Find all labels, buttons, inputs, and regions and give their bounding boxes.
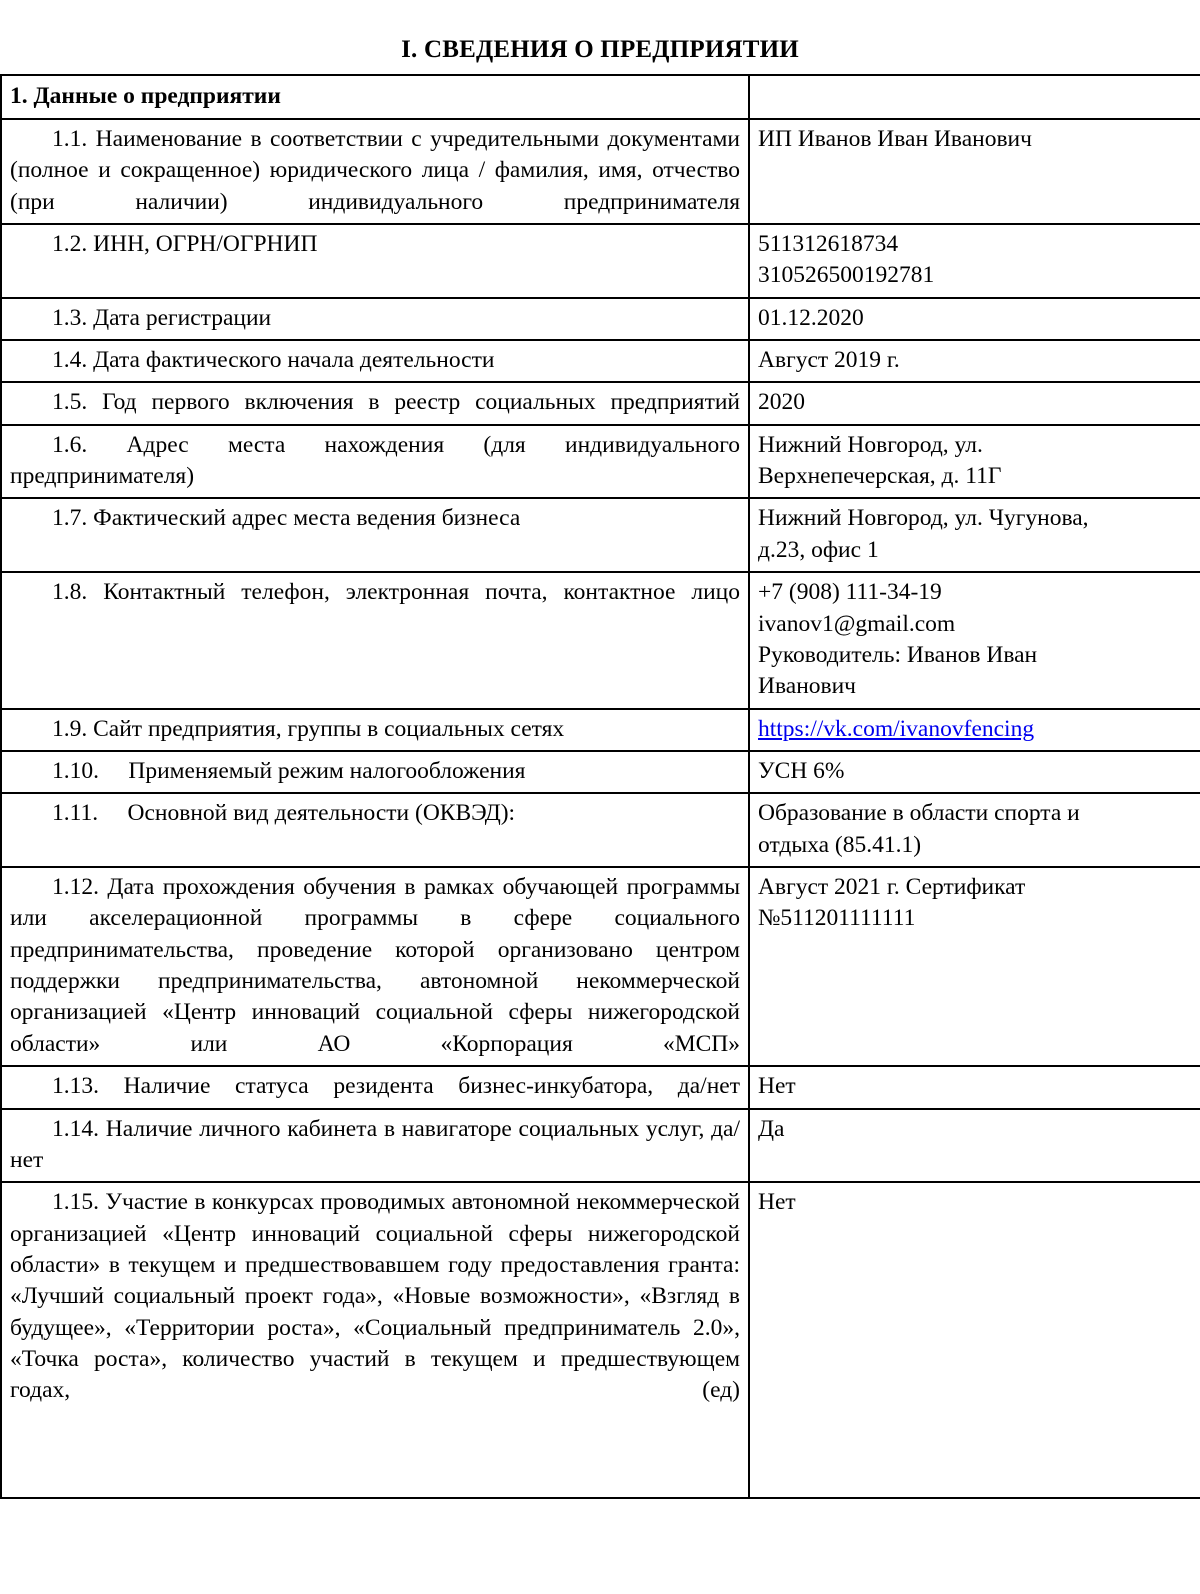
row-label-1-13 — [1, 1066, 749, 1108]
row-value-1-15 — [749, 1182, 1200, 1498]
row-value-text-line2: №511201111111 — [758, 905, 916, 932]
row-value-text-line1: Нижний Новгород, ул. Чугунова, — [758, 505, 1089, 532]
row-label-text: 1.9. Сайт предприятия, группы в социальных сетях — [52, 715, 565, 742]
table-row — [1, 340, 1200, 382]
row-value-contact-person-line1: Руководитель: Иванов Иван — [758, 641, 1038, 668]
table-row — [1, 298, 1200, 340]
section-header-cell — [1, 75, 749, 119]
row-value-text-line1: Образование в области спорта и — [758, 800, 1080, 827]
row-value-1-4 — [749, 340, 1200, 382]
row-value-1-9 — [749, 709, 1200, 751]
row-value-text: Нет — [758, 1189, 796, 1216]
row-label-text: 1.8. Контактный телефон, электронная почта, контактное лицо — [52, 579, 740, 606]
row-value-text: ИП Иванов Иван Иванович — [758, 125, 1032, 152]
row-value-text: Нет — [758, 1073, 796, 1100]
enterprise-info-table — [0, 74, 1200, 1499]
row-value-text-line1: Август 2021 г. Сертификат — [758, 874, 1026, 901]
row-value-text: Август 2019 г. — [758, 347, 900, 374]
row-value-text: Да — [758, 1115, 785, 1142]
table-row — [1, 382, 1200, 424]
row-label-1-12 — [1, 867, 749, 1066]
row-label-text: 1.3. Дата регистрации — [52, 304, 272, 331]
row-value-contact-person-line2: Иванович — [758, 673, 857, 700]
row-label-text: 1.14. Наличие личного кабинета в навигаторе социальных услуг, да/нет — [10, 1115, 740, 1173]
row-value-1-5 — [749, 382, 1200, 424]
table-row — [1, 1109, 1200, 1183]
table-row — [1, 119, 1200, 224]
table-row — [1, 425, 1200, 499]
row-label-text: 1.7. Фактический адрес места ведения бизнеса — [52, 505, 521, 532]
row-label-1-3 — [1, 298, 749, 340]
row-label-1-4 — [1, 340, 749, 382]
row-label-1-2 — [1, 224, 749, 298]
row-value-text-line2: отдыха (85.41.1) — [758, 831, 922, 858]
row-label-1-1 — [1, 119, 749, 224]
row-value-1-13 — [749, 1066, 1200, 1108]
row-label-text: 1.5. Год первого включения в реестр социальных предприятий — [52, 389, 740, 416]
table-row-section-header — [1, 75, 1200, 119]
row-value-email: ivanov1@gmail.com — [758, 610, 956, 637]
row-value-1-10 — [749, 751, 1200, 793]
row-value-1-6 — [749, 425, 1200, 499]
row-value-1-3 — [749, 298, 1200, 340]
row-label-1-5 — [1, 382, 749, 424]
table-row — [1, 1066, 1200, 1108]
row-value-text: УСН 6% — [758, 757, 845, 784]
row-label-1-14 — [1, 1109, 749, 1183]
row-label-text: 1.13. Наличие статуса резидента бизнес-инкубатора, да/нет — [52, 1073, 740, 1100]
row-value-text-line1: Нижний Новгород, ул. — [758, 431, 983, 458]
table-row — [1, 224, 1200, 298]
row-label-text: 1.12. Дата прохождения обучения в рамках обучающей программы или акселерационной программы в сфере социального предпринимательства, проведение которой организовано центром поддержки предпринимательства, автономной некоммерческой организацией «Центр инноваций социальной сферы нижегородской области» или АО «Корпорация «МСП» — [10, 874, 740, 1057]
row-value-text: 01.12.2020 — [758, 304, 864, 331]
section-header-value-cell — [749, 75, 1200, 119]
row-label-1-9 — [1, 709, 749, 751]
row-value-phone: +7 (908) 111-34-19 — [758, 579, 942, 606]
section-header-label: 1. Данные о предприятии — [10, 82, 281, 109]
row-label-1-10 — [1, 751, 749, 793]
row-label-1-7 — [1, 498, 749, 572]
row-value-1-14 — [749, 1109, 1200, 1183]
row-value-1-8 — [749, 572, 1200, 708]
row-value-1-11 — [749, 793, 1200, 867]
row-label-1-15 — [1, 1182, 749, 1498]
row-value-1-2 — [749, 224, 1200, 298]
table-row — [1, 793, 1200, 867]
row-label-text: 1.11. Основной вид деятельности (ОКВЭД): — [52, 800, 516, 827]
row-label-1-8 — [1, 572, 749, 708]
website-link[interactable]: https://vk.com/ivanovfencing — [758, 715, 1035, 742]
row-value-1-1 — [749, 119, 1200, 224]
table-row — [1, 751, 1200, 793]
row-label-text: 1.6. Адрес места нахождения (для индивидуального предпринимателя) — [10, 431, 740, 490]
row-value-text-line1: 511312618734 — [758, 230, 899, 257]
table-row — [1, 498, 1200, 572]
row-value-1-12 — [749, 867, 1200, 1066]
row-label-text: 1.15. Участие в конкурсах проводимых автономной некоммерческой организацией «Центр инноваций социальной сферы нижегородской области» в текущем и предшествовавшем году предоставления гранта: «Лучший социальный проект года», «Новые возможности», «Взгляд в будущее», «Территории роста», «Социальный предприниматель 2.0», «Точка роста», количество участий в текущем и предшествующем годах, (ед) — [10, 1189, 740, 1404]
table-row — [1, 867, 1200, 1066]
row-label-1-11 — [1, 793, 749, 867]
table-row — [1, 1182, 1200, 1498]
row-label-1-6 — [1, 425, 749, 499]
row-value-text-line2: д.23, офис 1 — [758, 536, 879, 563]
row-label-text: 1.2. ИНН, ОГРН/ОГРНИП — [52, 230, 318, 257]
row-value-text: 2020 — [758, 389, 805, 416]
table-row — [1, 709, 1200, 751]
row-value-1-7 — [749, 498, 1200, 572]
table-row — [1, 572, 1200, 708]
page-title: I. СВЕДЕНИЯ О ПРЕДПРИЯТИИ — [401, 36, 799, 63]
row-value-text-line2: Верхнепечерская, д. 11Г — [758, 463, 1002, 490]
row-label-text: 1.1. Наименование в соответствии с учредительными документами (полное и сокращенное) юридического лица / фамилия, имя, отчество (при наличии) индивидуального предпринимателя — [10, 125, 740, 215]
row-label-text: 1.10. Применяемый режим налогообложения — [52, 757, 526, 784]
row-label-text: 1.4. Дата фактического начала деятельности — [52, 347, 495, 374]
row-value-text-line2: 310526500192781 — [758, 262, 935, 289]
